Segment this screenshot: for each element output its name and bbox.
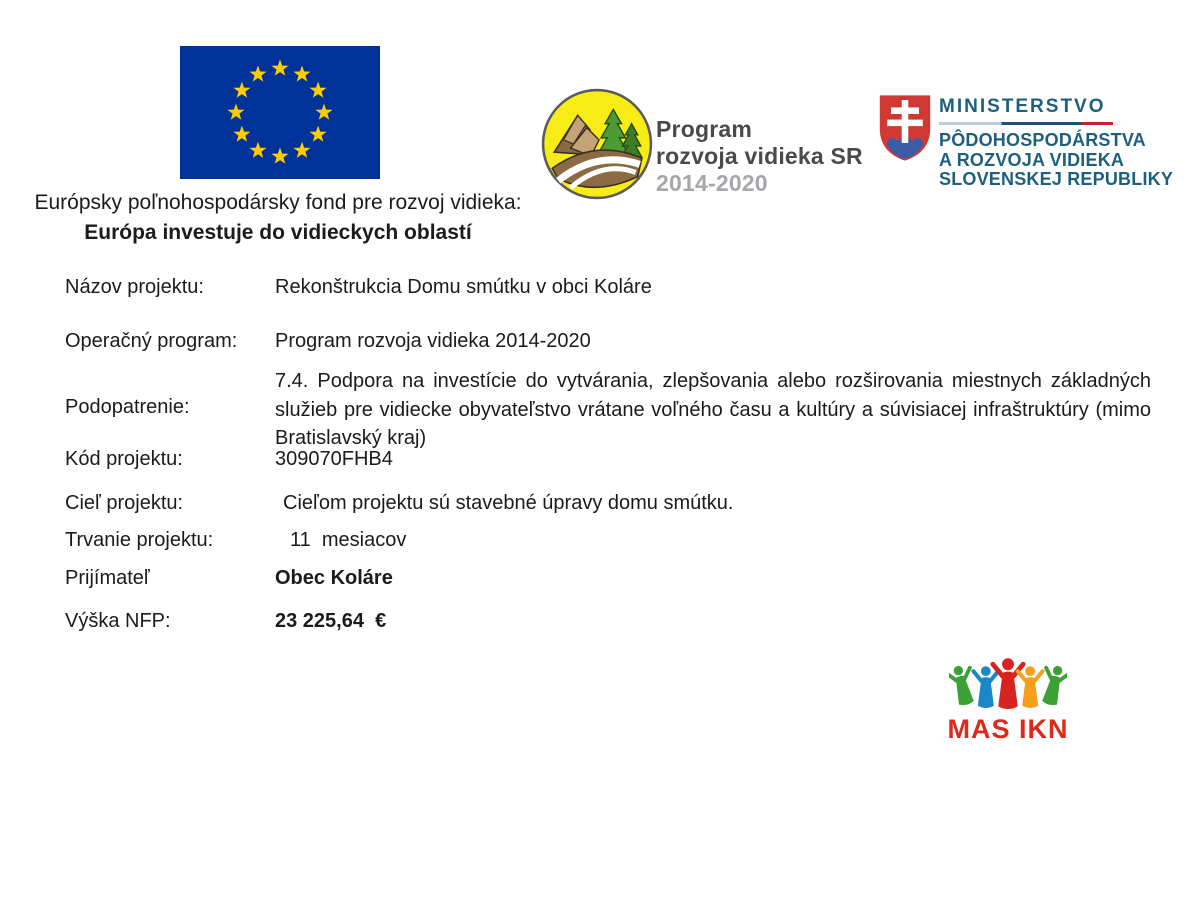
submeasure-label: Podopatrenie: — [65, 396, 190, 418]
ministry-logo-text — [939, 96, 1173, 190]
prv-years: 2014-2020 — [656, 170, 768, 196]
project-name-label: Názov projektu: — [65, 276, 204, 298]
project-name-value: Rekonštrukcia Domu smútku v obci Koláre — [275, 276, 652, 298]
beneficiary-label: Prijímateľ — [65, 567, 150, 589]
ministry-line2: PÔDOHOSPODÁRSTVA — [939, 130, 1146, 150]
project-code-label: Kód projektu: — [65, 448, 183, 470]
nfp-amount-value: 23 225,64 € — [275, 610, 387, 632]
eu-flag-logo — [180, 46, 380, 179]
submeasure-value: 7.4. Podpora na investície do vytvárania, zlepšovania alebo rozširovania miestnych základných služieb pre vidiecke obyvateľstvo vrátane voľného času a kultúry a súvisiacej infraštruktúry (mimo Bratislavský kraj) — [275, 370, 1151, 449]
beneficiary-value: Obec Koláre — [275, 567, 393, 589]
eu-caption-line1: Európsky poľnohospodársky fond pre rozvoj vidieka: — [34, 191, 522, 214]
project-duration-value: 11 mesiacov — [290, 529, 407, 551]
ministry-tricolor-rule — [939, 122, 1113, 125]
prv-logo-text — [656, 116, 863, 197]
ministry-title: MINISTERSTVO — [939, 96, 1106, 117]
prv-line1: Program — [656, 116, 752, 142]
eu-caption — [18, 188, 538, 248]
project-duration-label: Trvanie projektu: — [65, 529, 214, 551]
mas-ikn-figures-icon — [949, 658, 1067, 712]
operational-program-label: Operačný program: — [65, 330, 238, 352]
eu-caption-line2: Európa investuje do vidieckych oblastí — [84, 221, 472, 244]
ministry-line3: A ROZVOJA VIDIEKA — [939, 149, 1125, 170]
operational-program-value: Program rozvoja vidieka 2014-2020 — [275, 330, 591, 352]
project-code-value: 309070FHB4 — [275, 448, 393, 470]
prv-line2: rozvoja vidieka SR — [656, 143, 863, 169]
project-goal-label: Cieľ projektu: — [65, 492, 184, 514]
project-goal-value: Cieľom projektu sú stavebné úpravy domu smútku. — [283, 492, 734, 514]
mas-ikn-wordmark: MAS IKN — [947, 714, 1069, 744]
ministry-line4: SLOVENSKEJ REPUBLIKY — [939, 169, 1174, 189]
nfp-amount-label: Výška NFP: — [65, 610, 171, 632]
program-rozvoja-vidieka-logo-icon — [540, 87, 654, 201]
slovak-coat-of-arms-icon — [877, 93, 933, 163]
mas-ikn-logo — [944, 658, 1072, 745]
